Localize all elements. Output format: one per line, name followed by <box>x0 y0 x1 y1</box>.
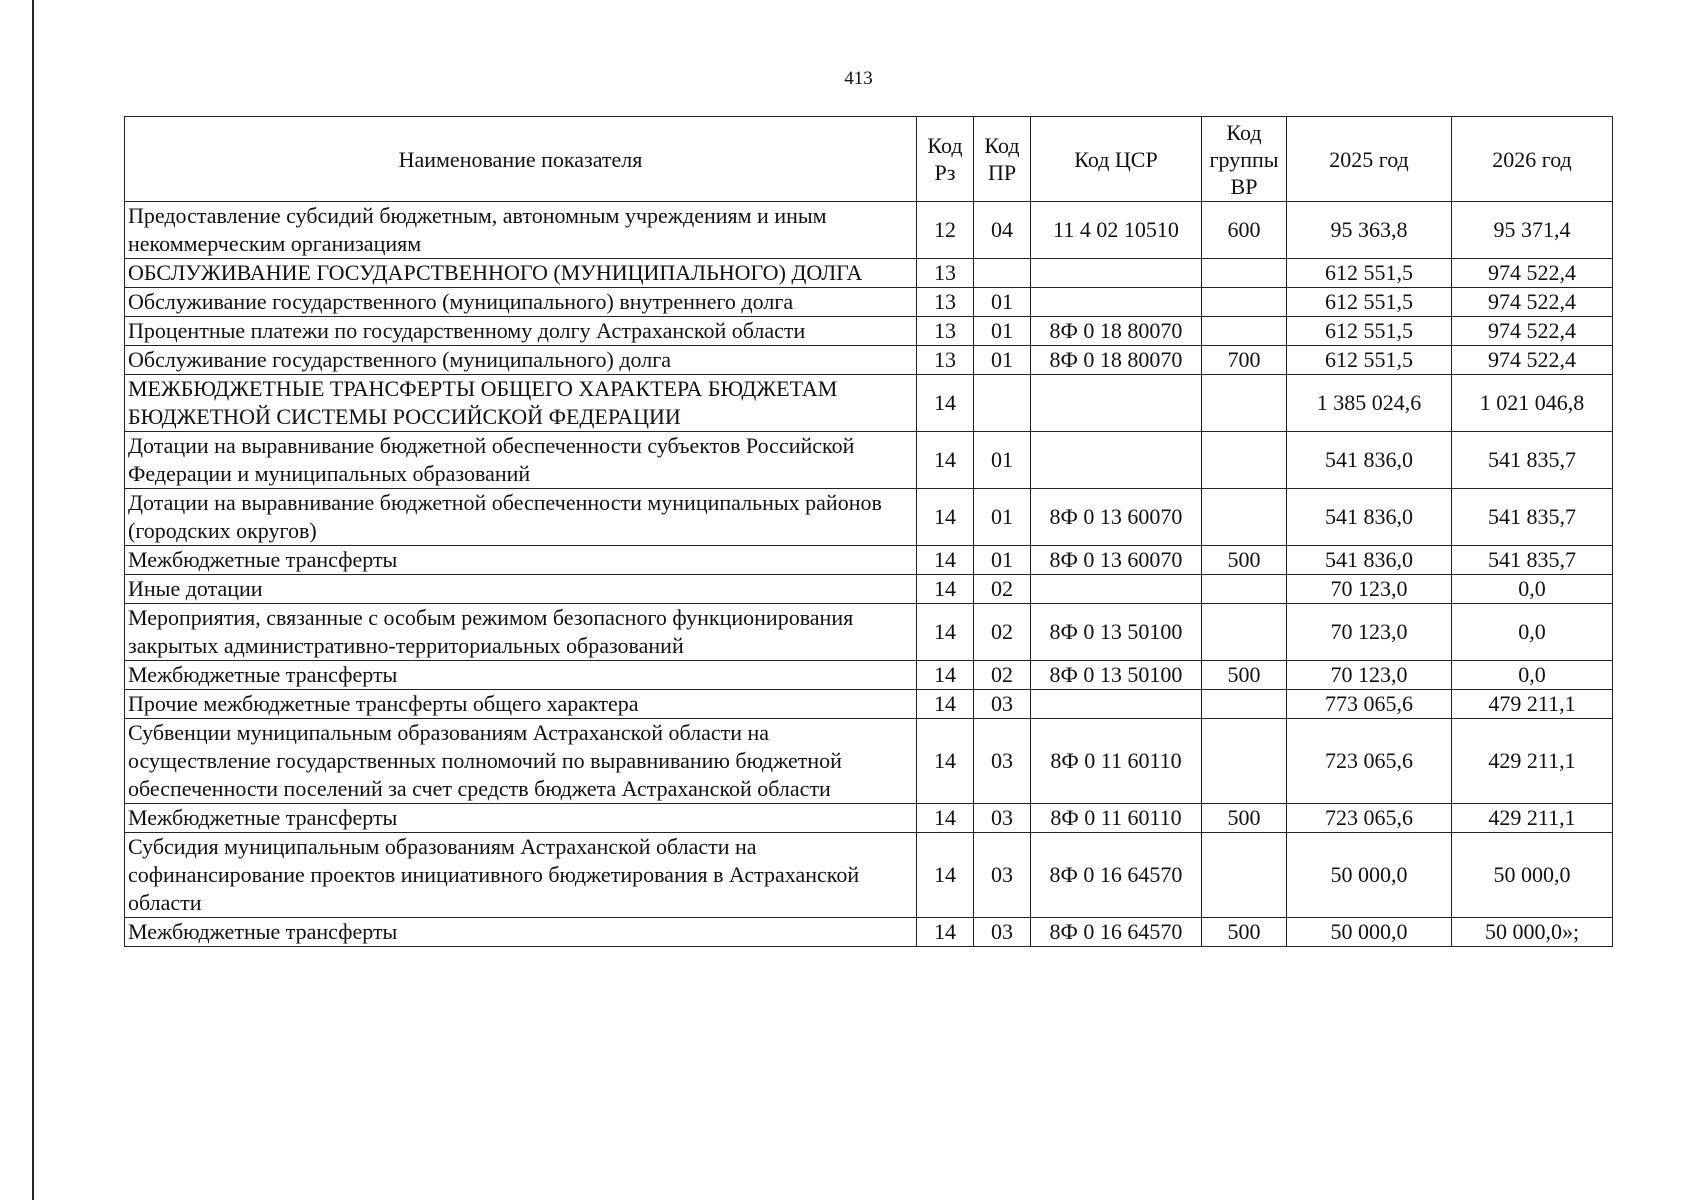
header-csr: Код ЦСР <box>1031 117 1202 202</box>
header-rz: Код Рз <box>917 117 974 202</box>
cell-pr <box>974 259 1031 288</box>
cell-rz: 14 <box>917 918 974 947</box>
cell-2026: 974 522,4 <box>1452 346 1613 375</box>
cell-2026: 0,0 <box>1452 575 1613 604</box>
cell-name: Иные дотации <box>125 575 917 604</box>
cell-name: Обслуживание государственного (муниципального) внутреннего долга <box>125 288 917 317</box>
cell-vr <box>1202 719 1287 804</box>
cell-name: Прочие межбюджетные трансферты общего характера <box>125 690 917 719</box>
cell-pr: 03 <box>974 918 1031 947</box>
cell-vr <box>1202 288 1287 317</box>
cell-vr <box>1202 432 1287 489</box>
table-row <box>125 719 1613 804</box>
table-row <box>125 317 1613 346</box>
cell-pr: 03 <box>974 690 1031 719</box>
cell-csr <box>1031 690 1202 719</box>
cell-2026: 95 371,4 <box>1452 202 1613 259</box>
cell-2026: 974 522,4 <box>1452 317 1613 346</box>
table-row <box>125 432 1613 489</box>
cell-csr: 8Ф 0 13 60070 <box>1031 489 1202 546</box>
cell-name: МЕЖБЮДЖЕТНЫЕ ТРАНСФЕРТЫ ОБЩЕГО ХАРАКТЕРА БЮДЖЕТАМ БЮДЖЕТНОЙ СИСТЕМЫ РОССИЙСКОЙ ФЕДЕРАЦИИ <box>125 375 917 432</box>
table-row <box>125 575 1613 604</box>
cell-vr: 500 <box>1202 546 1287 575</box>
cell-rz: 14 <box>917 375 974 432</box>
page-binding-line <box>32 0 34 1200</box>
cell-name: Предоставление субсидий бюджетным, автономным учреждениям и иным некоммерческим организациям <box>125 202 917 259</box>
cell-name: Дотации на выравнивание бюджетной обеспеченности муниципальных районов (городских округов) <box>125 489 917 546</box>
table-row <box>125 604 1613 661</box>
cell-csr: 8Ф 0 16 64570 <box>1031 918 1202 947</box>
cell-rz: 14 <box>917 690 974 719</box>
table-row <box>125 661 1613 690</box>
header-vr: Код группы ВР <box>1202 117 1287 202</box>
cell-pr: 02 <box>974 661 1031 690</box>
cell-csr <box>1031 432 1202 489</box>
table-row <box>125 259 1613 288</box>
page-number: 413 <box>844 68 873 89</box>
cell-2025: 612 551,5 <box>1287 346 1452 375</box>
table-header-row <box>125 117 1613 202</box>
table-row <box>125 346 1613 375</box>
cell-2025: 50 000,0 <box>1287 918 1452 947</box>
cell-name: Обслуживание государственного (муниципального) долга <box>125 346 917 375</box>
cell-csr: 8Ф 0 13 50100 <box>1031 661 1202 690</box>
cell-name: Процентные платежи по государственному долгу Астраханской области <box>125 317 917 346</box>
cell-pr: 01 <box>974 489 1031 546</box>
cell-rz: 14 <box>917 661 974 690</box>
cell-name: Межбюджетные трансферты <box>125 661 917 690</box>
cell-2025: 70 123,0 <box>1287 661 1452 690</box>
cell-csr <box>1031 575 1202 604</box>
cell-name: Субсидия муниципальным образованиям Астраханской области на софинансирование проектов инициативного бюджетирования в Астраханской области <box>125 833 917 918</box>
cell-2025: 50 000,0 <box>1287 833 1452 918</box>
budget-table <box>124 116 1613 947</box>
cell-pr: 01 <box>974 288 1031 317</box>
cell-vr <box>1202 690 1287 719</box>
cell-2026: 429 211,1 <box>1452 719 1613 804</box>
cell-csr <box>1031 288 1202 317</box>
cell-vr: 500 <box>1202 661 1287 690</box>
cell-rz: 14 <box>917 604 974 661</box>
cell-pr: 01 <box>974 346 1031 375</box>
cell-2025: 70 123,0 <box>1287 575 1452 604</box>
table-row <box>125 546 1613 575</box>
cell-pr: 03 <box>974 833 1031 918</box>
cell-2025: 723 065,6 <box>1287 804 1452 833</box>
cell-name: ОБСЛУЖИВАНИЕ ГОСУДАРСТВЕННОГО (МУНИЦИПАЛЬНОГО) ДОЛГА <box>125 259 917 288</box>
cell-2025: 541 836,0 <box>1287 489 1452 546</box>
cell-rz: 13 <box>917 288 974 317</box>
cell-2026: 974 522,4 <box>1452 288 1613 317</box>
table-row <box>125 833 1613 918</box>
cell-rz: 14 <box>917 833 974 918</box>
cell-vr <box>1202 489 1287 546</box>
table-row <box>125 918 1613 947</box>
cell-2025: 541 836,0 <box>1287 432 1452 489</box>
cell-rz: 14 <box>917 546 974 575</box>
cell-pr: 01 <box>974 546 1031 575</box>
cell-pr: 04 <box>974 202 1031 259</box>
cell-csr: 8Ф 0 16 64570 <box>1031 833 1202 918</box>
table-row <box>125 288 1613 317</box>
cell-name: Субвенции муниципальным образованиям Астраханской области на осуществление государственных полномочий по выравниванию бюджетной обеспеченности поселений за счет средств бюджета Астраханской области <box>125 719 917 804</box>
cell-pr <box>974 375 1031 432</box>
cell-csr: 8Ф 0 18 80070 <box>1031 317 1202 346</box>
header-pr: Код ПР <box>974 117 1031 202</box>
cell-2026: 50 000,0 <box>1452 833 1613 918</box>
cell-csr: 8Ф 0 11 60110 <box>1031 804 1202 833</box>
cell-2026: 429 211,1 <box>1452 804 1613 833</box>
table-row <box>125 804 1613 833</box>
cell-name: Мероприятия, связанные с особым режимом безопасного функционирования закрытых административно-территориальных образований <box>125 604 917 661</box>
cell-2026: 479 211,1 <box>1452 690 1613 719</box>
cell-rz: 14 <box>917 432 974 489</box>
cell-rz: 12 <box>917 202 974 259</box>
cell-2026: 974 522,4 <box>1452 259 1613 288</box>
cell-csr: 8Ф 0 11 60110 <box>1031 719 1202 804</box>
cell-2025: 70 123,0 <box>1287 604 1452 661</box>
cell-csr: 8Ф 0 18 80070 <box>1031 346 1202 375</box>
cell-vr: 700 <box>1202 346 1287 375</box>
cell-pr: 02 <box>974 575 1031 604</box>
cell-2025: 723 065,6 <box>1287 719 1452 804</box>
header-2026: 2026 год <box>1452 117 1613 202</box>
cell-name: Межбюджетные трансферты <box>125 918 917 947</box>
cell-pr: 02 <box>974 604 1031 661</box>
cell-csr: 8Ф 0 13 60070 <box>1031 546 1202 575</box>
cell-2026: 0,0 <box>1452 661 1613 690</box>
table-row <box>125 375 1613 432</box>
cell-2025: 612 551,5 <box>1287 317 1452 346</box>
table-header <box>125 117 1613 202</box>
cell-rz: 13 <box>917 259 974 288</box>
cell-name: Межбюджетные трансферты <box>125 804 917 833</box>
cell-rz: 13 <box>917 317 974 346</box>
cell-2025: 95 363,8 <box>1287 202 1452 259</box>
cell-2025: 612 551,5 <box>1287 288 1452 317</box>
cell-vr <box>1202 833 1287 918</box>
cell-rz: 14 <box>917 575 974 604</box>
cell-vr <box>1202 317 1287 346</box>
cell-vr <box>1202 575 1287 604</box>
table-row <box>125 202 1613 259</box>
cell-vr <box>1202 604 1287 661</box>
cell-csr: 11 4 02 10510 <box>1031 202 1202 259</box>
cell-csr <box>1031 259 1202 288</box>
cell-name: Межбюджетные трансферты <box>125 546 917 575</box>
cell-2026: 0,0 <box>1452 604 1613 661</box>
cell-2026: 541 835,7 <box>1452 546 1613 575</box>
cell-2026: 541 835,7 <box>1452 489 1613 546</box>
table-row <box>125 690 1613 719</box>
cell-pr: 03 <box>974 719 1031 804</box>
cell-2026: 541 835,7 <box>1452 432 1613 489</box>
cell-pr: 01 <box>974 317 1031 346</box>
header-2025: 2025 год <box>1287 117 1452 202</box>
cell-2026: 50 000,0»; <box>1452 918 1613 947</box>
cell-rz: 14 <box>917 719 974 804</box>
cell-vr <box>1202 259 1287 288</box>
cell-csr: 8Ф 0 13 50100 <box>1031 604 1202 661</box>
cell-vr: 600 <box>1202 202 1287 259</box>
cell-rz: 14 <box>917 804 974 833</box>
cell-pr: 03 <box>974 804 1031 833</box>
cell-2025: 612 551,5 <box>1287 259 1452 288</box>
cell-csr <box>1031 375 1202 432</box>
header-name: Наименование показателя <box>125 117 917 202</box>
cell-pr: 01 <box>974 432 1031 489</box>
cell-2025: 773 065,6 <box>1287 690 1452 719</box>
cell-rz: 14 <box>917 489 974 546</box>
cell-vr: 500 <box>1202 918 1287 947</box>
table-row <box>125 489 1613 546</box>
cell-2025: 541 836,0 <box>1287 546 1452 575</box>
table-body <box>125 202 1613 947</box>
cell-name: Дотации на выравнивание бюджетной обеспеченности субъектов Российской Федерации и муниципальных образований <box>125 432 917 489</box>
cell-vr: 500 <box>1202 804 1287 833</box>
cell-2026: 1 021 046,8 <box>1452 375 1613 432</box>
cell-vr <box>1202 375 1287 432</box>
cell-2025: 1 385 024,6 <box>1287 375 1452 432</box>
cell-rz: 13 <box>917 346 974 375</box>
